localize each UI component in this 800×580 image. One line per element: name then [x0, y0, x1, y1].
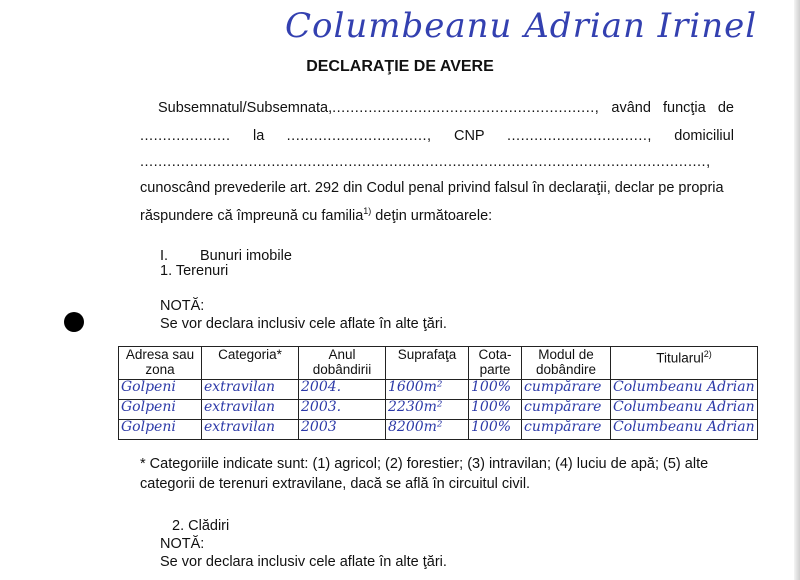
cell-suprafata: 8200m²: [386, 420, 469, 440]
cell-adresa: Golpeni: [119, 380, 202, 400]
cell-anul: 2004.: [299, 380, 386, 400]
terenuri-subheading: 1. Terenuri: [160, 263, 229, 279]
table-row: [119, 380, 758, 400]
cell-modul: cumpărare: [522, 400, 611, 420]
name-dots: ..........................................................,: [332, 100, 600, 116]
intro-line-2: [140, 128, 734, 144]
table-row: [119, 420, 758, 440]
section-1-numeral: I.: [160, 248, 169, 264]
cnp-dots: ...............................,: [506, 128, 652, 144]
table-row: [119, 400, 758, 420]
cell-modul: cumpărare: [522, 380, 611, 400]
land-table: [118, 346, 758, 440]
intro-line-1: [140, 100, 734, 116]
cell-titular: Columbeanu Adrian: [611, 400, 758, 420]
subsemnatul-label: Subsemnatul/Subsemnata,: [158, 100, 333, 116]
handwritten-name: Columbeanu Adrian Irinel: [285, 6, 758, 46]
punch-hole-mark: [64, 312, 84, 332]
cell-cota: 100%: [469, 400, 522, 420]
table-header-row: [119, 347, 758, 380]
header-cota-parte: Cota-parte: [469, 347, 522, 380]
cell-titular: Columbeanu Adrian: [611, 420, 758, 440]
cell-anul: 2003: [299, 420, 386, 440]
header-titularul: [611, 347, 758, 380]
nota-label-2: NOTĂ:: [160, 536, 205, 552]
cladiri-subheading: 2. Clădiri: [172, 518, 230, 534]
intro-line-5-tail: deţin următoarele:: [371, 207, 493, 224]
cell-categoria: extravilan: [202, 400, 299, 420]
cell-categoria: extravilan: [202, 380, 299, 400]
intro-line-4: cunoscând prevederile art. 292 din Codul penal privind falsul în declaraţii, declar pe propria: [140, 180, 724, 196]
place-dots: ...............................,: [286, 128, 432, 144]
nota-text-2: Se vor declara inclusiv cele aflate în alte ţări.: [160, 554, 447, 570]
cell-anul: 2003.: [299, 400, 386, 420]
footnote-line-2: categorii de terenuri extravilane, dacă se află în circuitul civil.: [140, 476, 531, 492]
address-dots: .............................................................................................................................,: [140, 154, 711, 170]
cell-adresa: Golpeni: [119, 400, 202, 420]
cell-modul: cumpărare: [522, 420, 611, 440]
cell-suprafata: 2230m²: [386, 400, 469, 420]
header-modul: Modul de dobândire: [522, 347, 611, 380]
functia-text: funcţia: [663, 100, 706, 116]
cell-categoria: extravilan: [202, 420, 299, 440]
titularul-label: Titularul: [656, 350, 704, 366]
de-text: de: [717, 100, 734, 116]
la-text: la: [252, 128, 265, 144]
cell-suprafata: 1600m²: [386, 380, 469, 400]
section-1-heading: Bunuri imobile: [200, 248, 292, 264]
intro-line-5: [140, 206, 492, 224]
nota-label-1: NOTĂ:: [160, 298, 205, 314]
avand-text: având: [611, 100, 651, 116]
cell-cota: 100%: [469, 420, 522, 440]
cell-adresa: Golpeni: [119, 420, 202, 440]
cell-cota: 100%: [469, 380, 522, 400]
cnp-label: CNP: [453, 128, 485, 144]
domiciliul-label: domiciliul: [674, 128, 734, 144]
intro-line-5-text: răspundere că împreună cu familia: [140, 207, 364, 224]
header-suprafata: Suprafaţa: [386, 347, 469, 380]
scan-page-edge: [794, 0, 800, 580]
footnote-ref-1: 1): [363, 206, 372, 216]
header-adresa: Adresa sau zona: [119, 347, 202, 380]
nota-text-1: Se vor declara inclusiv cele aflate în alte ţări.: [160, 316, 447, 332]
header-anul: Anul dobândirii: [299, 347, 386, 380]
function-dots: ....................: [140, 128, 231, 144]
document-title: DECLARAŢIE DE AVERE: [306, 58, 494, 75]
footnote-line-1: * Categoriile indicate sunt: (1) agricol; (2) forestier; (3) intravilan; (4) luciu de apă; (5) alte: [140, 456, 709, 472]
cell-titular: Columbeanu Adrian: [611, 380, 758, 400]
header-categoria: Categoria*: [202, 347, 299, 380]
footnote-ref-2: 2): [703, 349, 712, 359]
